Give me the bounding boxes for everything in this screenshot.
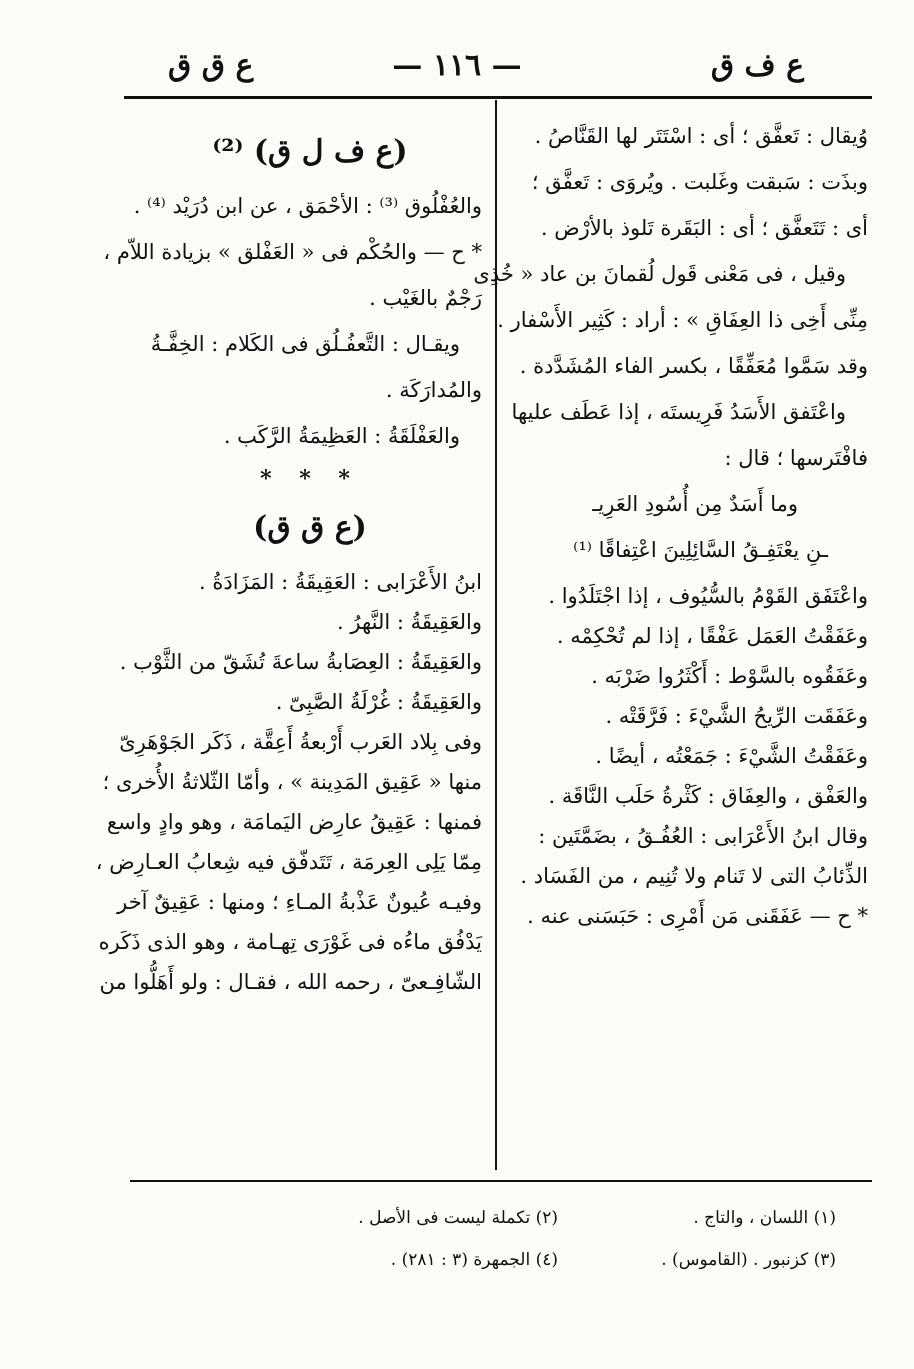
footnote-2: (٢) تكملة ليست فى الأصل .	[358, 1208, 558, 1228]
text-line: واعْتَفَق القَوْمُ بالسُّيُوف ، إذا اجْتَلَدُوا .	[548, 584, 868, 608]
text-line: وفيـه عُيونٌ عَذْبةُ المـاءِ ؛ ومنها : عَقِيقٌ آخر	[117, 890, 482, 914]
verse-line: وما أَسَدٌ مِن أُسُودِ العَرِيـ	[592, 492, 798, 516]
text-line: وعَفَقْتُ العَمَل عَفْقًا ، إذا لم تُحْكِمْه .	[556, 624, 868, 648]
footnote-4: (٤) الجمهرة (٣ : ٢٨١) .	[390, 1250, 558, 1270]
text-line: فمنها : عَقِيقُ عارِض اليَمامَة ، وهو وادٍ واسع	[106, 810, 482, 834]
text-line: وقال ابنُ الأَعْرَابى : العُفُـقُ ، بضَمَّتَين :	[538, 824, 868, 848]
running-head-left: ع ق ق	[168, 48, 254, 83]
footnote-1: (١) اللسان ، والتاج .	[693, 1208, 836, 1228]
text-line: أى : تَتَعفَّق ؛ أى : البَقَرة تَلوذ بالأرْض .	[540, 216, 868, 240]
text-line: والعَفْلَقَةُ : العَظِيمَةُ الرَّكَب .	[223, 424, 460, 448]
text-line: ويقـال : التَّعفُـلُق فى الكَلام : الخِفَّـةُ	[150, 332, 460, 356]
text-line: والعَقِيقَةُ : النَّهرُ .	[337, 610, 482, 634]
text-line: والعَقِيقَةُ : غُرْلَةُ الصَّبِىّ .	[275, 690, 482, 714]
verse-line: ـنِ يعْتَفِـقُ السَّائِلِينَ اعْتِفاقًا ⁽¹⁾	[573, 538, 828, 562]
text-line: منها « عَقِيق المَدِينة » ، وأمّا الثّلاثةُ الأُخرى ؛	[102, 770, 482, 794]
text-line: الشّافِـعىّ ، رحمه الله ، فقـال : ولو أَهَلُّوا من	[99, 970, 482, 994]
text-line: مِمّا يَلِى العِرمَة ، تَتَدفّق فيه شِعابُ العـارِض ،	[95, 850, 482, 874]
text-line: ابنُ الأَعْرَابى : العَقِيقَةُ : المَزَادَةُ .	[198, 570, 482, 594]
text-line: وقد سَمَّوا مُعَفِّقًا ، بكسر الفاء المُشَدَّدة .	[519, 354, 868, 378]
section-separator: * * *	[260, 466, 360, 492]
entry-title: (ع ق ق)	[253, 510, 367, 545]
text-line: والعَفْق ، والعِفَاق : كَثْرةُ حَلَب النَّاقَة .	[548, 784, 868, 808]
text-line: وعَفَقُوه بالسَّوْط : أَكْثَرُوا ضَرْبَه .	[591, 664, 868, 688]
text-line: وفى بِلاد العَرب أَرْبعةُ أَعِقَّة ، ذَكَر الجَوْهَرِىّ	[119, 730, 482, 754]
header-rule	[124, 96, 872, 99]
text-line: والمُدارَكَة .	[385, 378, 482, 402]
text-line: فافْتَرسها ؛ قال :	[724, 446, 868, 470]
text-line: وقيل ، فى مَعْنى قَول لُقمانَ بن عاد « خُذِى	[473, 262, 846, 286]
entry-title: (ع ف ل ق) ⁽²⁾	[212, 134, 408, 169]
text-line: وعَفَقْتُ الشَّيْءَ : جَمَعْتُه ، أيضًا .	[595, 744, 868, 768]
right-column	[473, 118, 868, 938]
text-line: واعْتَفق الأَسَدُ فَرِيستَه ، إذا عَطَف عليها	[511, 400, 846, 424]
text-line: وبذَت : سَبقت وغَلبت . ويُروَى : تَعفَّق ؛	[531, 170, 868, 194]
text-line: يَدْفُق ماءُه فى غَوْرَى تِهـامة ، وهو الذى ذَكَره	[98, 930, 482, 954]
footnote-3: (٣) كزنبور . (القاموس) .	[661, 1250, 836, 1270]
text-line: رَجْمٌ بالغَيْب .	[369, 286, 482, 310]
footnote-rule	[130, 1180, 872, 1182]
text-line: وُيقال : تَعفَّق ؛ أى : اسْتَتَر لها القَنَّاصُ .	[534, 124, 868, 148]
text-line: مِنِّى أَخِى ذا العِفَاقِ » : أراد : كَثِير الأَسْفار .	[497, 308, 868, 332]
text-line: والعُفْلُوق ⁽³⁾ : الأحْمَق ، عن ابن دُرَيْد ⁽⁴⁾ .	[133, 194, 482, 218]
left-column	[95, 118, 482, 1004]
text-line: وعَفَقَت الرِّيحُ الشَّيْءَ : فَرَّقَتْه .	[605, 704, 868, 728]
page-number: — ١١٦ —	[392, 48, 522, 83]
running-head-right: ع ف ق	[710, 48, 804, 83]
text-line: * ح — عَفَقَنى مَن أَمْرِى : حَبَسَنى عنه .	[527, 904, 868, 928]
text-line: الذِّئابُ التى لا تَنام ولا تُنِيم ، من الفَسَاد .	[520, 864, 868, 888]
text-line: * ح — والحُكْم فى « العَفْلق » بزيادة اللاّم ،	[103, 240, 482, 264]
text-line: والعَقِيقَةُ : العِصَابةُ ساعةَ تُشَقّ من الثَّوْب .	[119, 650, 482, 674]
